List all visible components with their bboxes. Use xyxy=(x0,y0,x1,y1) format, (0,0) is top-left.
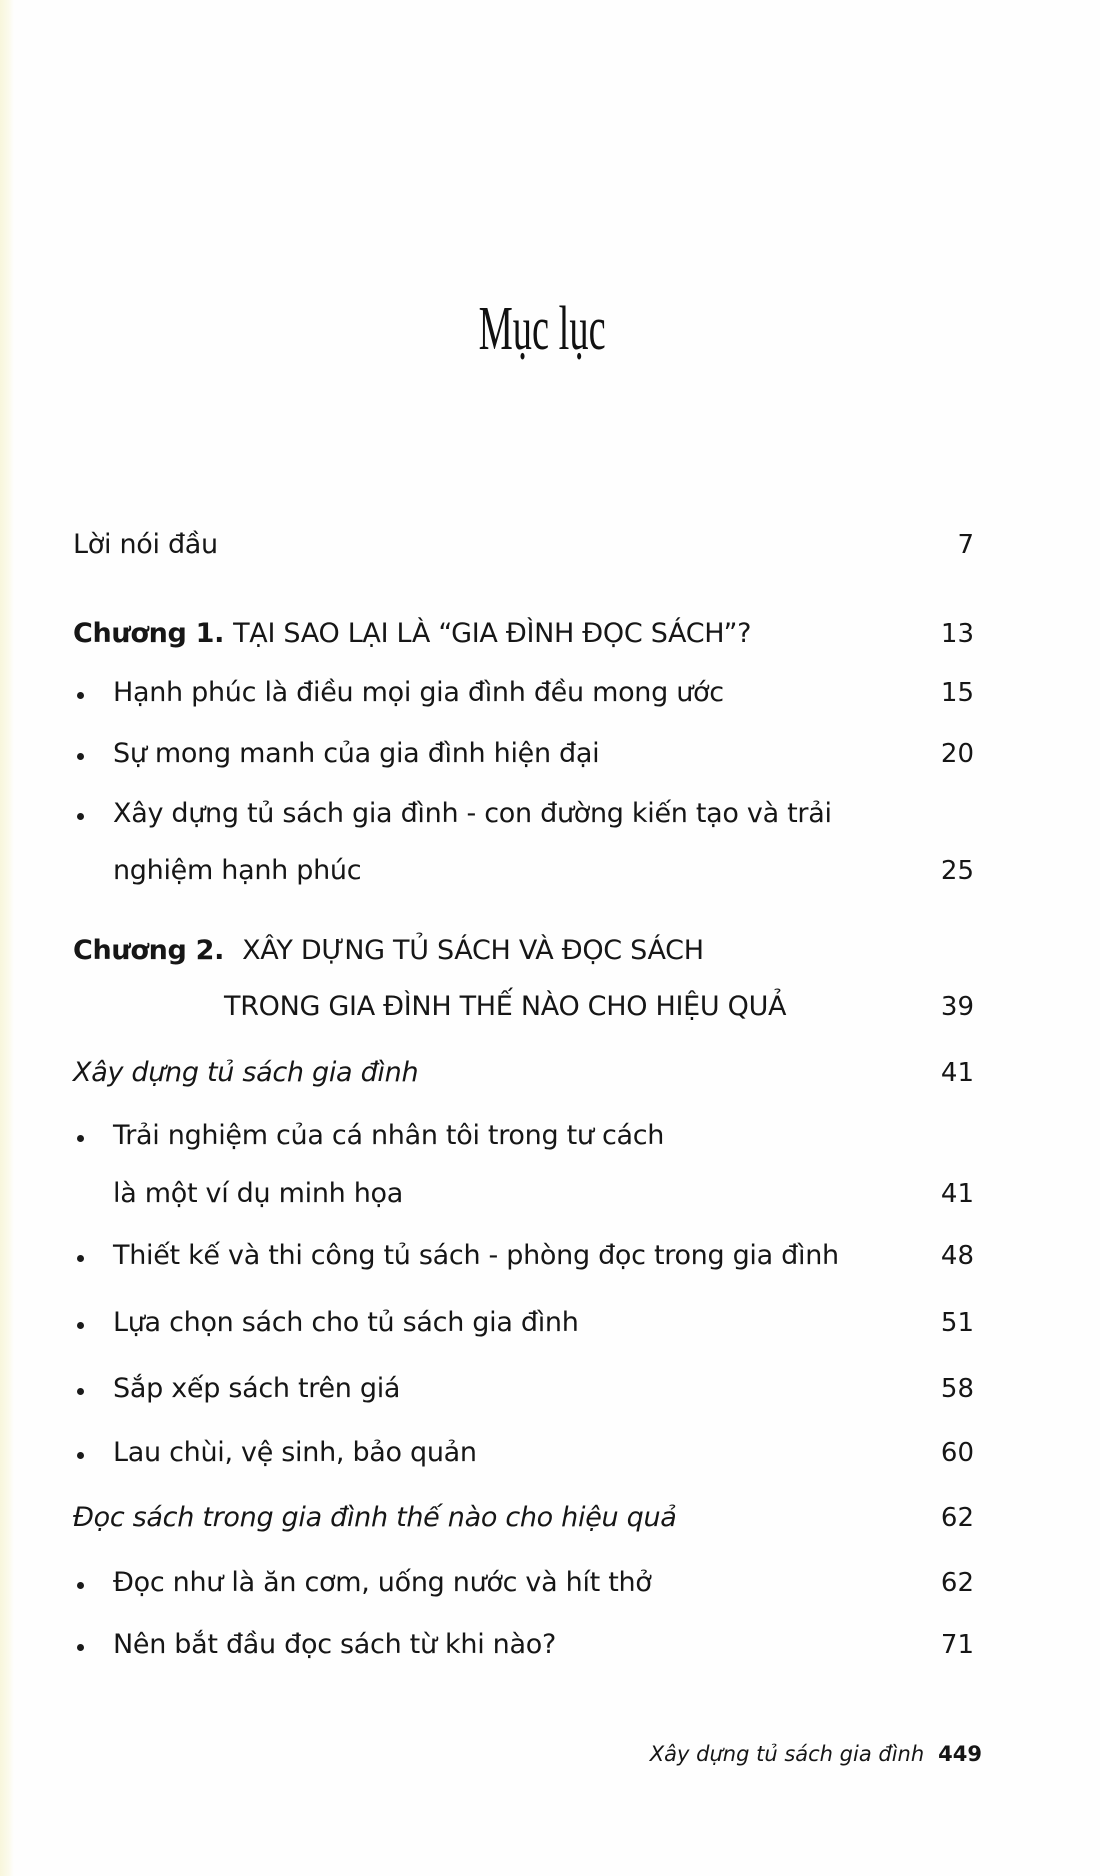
toc-entry[interactable] xyxy=(0,1622,1100,1666)
bullet-icon xyxy=(77,1135,84,1142)
toc-page-number: 39 xyxy=(940,992,974,1022)
toc-page-number: 20 xyxy=(940,739,974,769)
toc-entry-title: Sắp xếp sách trên giá xyxy=(113,1373,401,1404)
toc-page-number: 41 xyxy=(940,1179,974,1209)
toc-entry[interactable] xyxy=(0,1560,1100,1604)
toc-entry[interactable] xyxy=(0,1113,1100,1157)
bullet-icon xyxy=(77,1644,84,1651)
toc-page-number: 62 xyxy=(940,1568,974,1598)
toc-page-number: 13 xyxy=(940,619,974,649)
toc-entry-chapter-2[interactable] xyxy=(0,928,1100,972)
toc-entry-preface[interactable] xyxy=(0,522,1100,566)
toc-entry-title: TRONG GIA ĐÌNH THẾ NÀO CHO HIỆU QUẢ xyxy=(224,991,787,1022)
bullet-icon xyxy=(77,1388,84,1395)
toc-entry-title: nghiệm hạnh phúc xyxy=(113,855,362,886)
toc-page-number: 7 xyxy=(957,530,974,560)
toc-page-number: 25 xyxy=(940,856,974,886)
toc-entry-title: Lời nói đầu xyxy=(73,529,218,560)
toc-entry-title: TẠI SAO LẠI LÀ “GIA ĐÌNH ĐỌC SÁCH”? xyxy=(233,618,752,649)
toc-entry-title: Xây dựng tủ sách gia đình xyxy=(73,1057,419,1088)
bullet-icon xyxy=(77,692,84,699)
chapter-label: Chương 2. xyxy=(73,935,225,966)
toc-entry[interactable] xyxy=(0,731,1100,775)
toc-page-number: 58 xyxy=(940,1374,974,1404)
toc-entry[interactable] xyxy=(0,670,1100,714)
bullet-icon xyxy=(77,1582,84,1589)
toc-entry-title: Lau chùi, vệ sinh, bảo quản xyxy=(113,1437,477,1468)
toc-page-number: 41 xyxy=(940,1058,974,1088)
toc-entry-title: Xây dựng tủ sách gia đình - con đường kiến tạo và trải xyxy=(113,798,832,829)
toc-page-number: 60 xyxy=(940,1438,974,1468)
toc-entry-title: là một ví dụ minh họa xyxy=(113,1178,404,1209)
toc-page-number: 51 xyxy=(940,1308,974,1338)
bullet-icon xyxy=(77,813,84,820)
toc-entry-title: Đọc như là ăn cơm, uống nước và hít thở xyxy=(113,1567,652,1598)
chapter-label: Chương 1. xyxy=(73,618,225,649)
toc-page-number: 62 xyxy=(940,1503,974,1533)
toc-entry-section[interactable] xyxy=(0,1050,1100,1094)
toc-entry[interactable] xyxy=(0,1300,1100,1344)
toc-page-number: 15 xyxy=(940,678,974,708)
toc-entry[interactable] xyxy=(0,1366,1100,1410)
page-title: Mục lục xyxy=(478,295,606,363)
bullet-icon xyxy=(77,753,84,760)
toc-entry-title: Hạnh phúc là điều mọi gia đình đều mong ước xyxy=(113,677,724,708)
bullet-icon xyxy=(77,1255,84,1262)
toc-entry-title: Nên bắt đầu đọc sách từ khi nào? xyxy=(113,1629,556,1660)
toc-entry-title: Trải nghiệm của cá nhân tôi trong tư cách xyxy=(113,1120,665,1151)
toc-entry-section[interactable] xyxy=(0,1495,1100,1539)
running-footer-title: Xây dựng tủ sách gia đình xyxy=(649,1742,925,1766)
toc-entry-title: Thiết kế và thi công tủ sách - phòng đọc trong gia đình xyxy=(113,1240,839,1271)
toc-entry[interactable] xyxy=(0,791,1100,835)
bullet-icon xyxy=(77,1452,84,1459)
toc-entry-title: XÂY DỰNG TỦ SÁCH VÀ ĐỌC SÁCH xyxy=(242,935,704,966)
toc-entry-chapter-1[interactable] xyxy=(0,611,1100,655)
toc-entry[interactable] xyxy=(0,1233,1100,1277)
toc-page-number: 71 xyxy=(940,1630,974,1660)
toc-entry-title: Lựa chọn sách cho tủ sách gia đình xyxy=(113,1307,579,1338)
toc-entry-continuation[interactable] xyxy=(0,984,1100,1028)
toc-entry-continuation[interactable] xyxy=(0,1171,1100,1215)
toc-entry-title: Đọc sách trong gia đình thế nào cho hiệu quả xyxy=(73,1502,677,1533)
bullet-icon xyxy=(77,1322,84,1329)
toc-page-number: 48 xyxy=(940,1241,974,1271)
page-footer xyxy=(630,1744,982,1765)
toc-entry[interactable] xyxy=(0,1430,1100,1474)
toc-entry-continuation[interactable] xyxy=(0,848,1100,892)
footer-page-number: 449 xyxy=(938,1742,982,1766)
toc-entry-title: Sự mong manh của gia đình hiện đại xyxy=(113,738,600,769)
